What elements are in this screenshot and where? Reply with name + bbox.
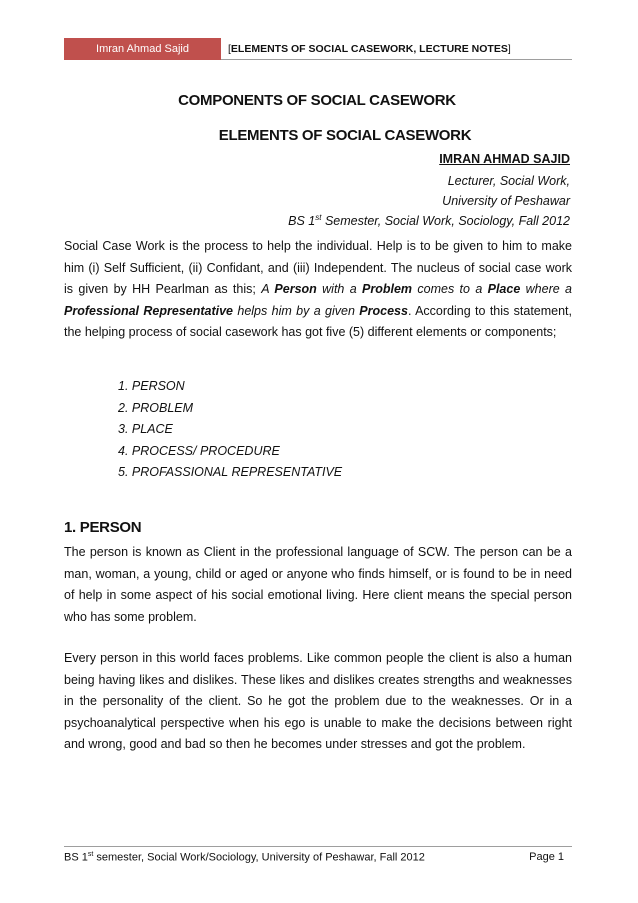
author-role: Lecturer, Social Work,: [447, 174, 570, 188]
quote-process: Process: [359, 303, 408, 318]
quote-part: with a: [316, 282, 363, 296]
sub-title: ELEMENTS OF SOCIAL CASEWORK: [218, 127, 472, 144]
author-university: University of Peshawar: [442, 194, 570, 208]
author-name: IMRAN AHMAD SAJID: [439, 152, 570, 166]
main-title: COMPONENTS OF SOCIAL CASEWORK: [178, 92, 456, 109]
quote-part: helps him by a given: [233, 303, 360, 318]
footer-text: [64, 851, 425, 864]
quote-problem: Problem: [362, 282, 413, 296]
header-rule: [221, 59, 572, 60]
section-paragraph: Every person in this world faces problems. Like common people the client is also a human being having likes and dislikes. These likes and dislikes creates strengths and weaknesses in the personality of the client. So he got the problem due to the weaknesses. Or in a psychoanalytical perspective when his ego is unable to make the decisions between right and wrong, good and bad so then he becomes under stresses and got the problem.: [64, 651, 572, 751]
list-item: 3. PLACE: [118, 422, 173, 436]
page-footer: [64, 846, 572, 867]
quote-professional: Professional Representative: [64, 303, 234, 318]
section-heading: 1. PERSON: [64, 519, 142, 536]
header-title: [ELEMENTS OF SOCIAL CASEWORK, LECTURE NOTES]: [228, 43, 511, 55]
footer-prefix: BS 1: [64, 851, 88, 864]
intro-text: Social Case Work is the process to help the individual. Help is to be given to him to make him (i) Self Sufficient, (ii) Confidant, and (iii) Independent. The nucleus of social case work is given by HH Pearlman as this;: [64, 239, 572, 296]
list-item: 1. PERSON: [118, 379, 185, 393]
quote-person: Person: [274, 282, 317, 296]
section-paragraph: The person is known as Client in the professional language of SCW. The person can be a man, woman, a young, child or aged or anyone who finds himself, or is found to be in need of help in some aspect of his social emotional living. Here client means the special person who has some problem.: [64, 545, 572, 624]
list-item: 5. PROFASSIONAL REPRESENTATIVE: [118, 465, 343, 479]
footer-rest: semester, Social Work/Sociology, University of Peshawar, Fall 2012: [93, 851, 425, 864]
list-item: 2. PROBLEM: [118, 400, 194, 415]
elements-list: [118, 376, 342, 484]
quote-part: comes to a: [412, 282, 488, 296]
quote-part: where a: [520, 282, 572, 296]
header-title-text: ELEMENTS OF SOCIAL CASEWORK, LECTURE NOTES: [230, 43, 508, 55]
quote-part: A: [261, 282, 275, 296]
intro-text-end: . According to this statement, the helping process of social casework has got five (5) different elements or components;: [64, 303, 573, 339]
page-number: Page 1: [529, 851, 564, 863]
semester-sup: st: [315, 213, 322, 222]
list-item: 4. PROCESS/ PROCEDURE: [118, 443, 280, 458]
semester-rest: Semester, Social Work, Sociology, Fall 2012: [321, 214, 570, 229]
header-author: Imran Ahmad Sajid: [64, 38, 221, 60]
quote-place: Place: [487, 282, 521, 296]
page-header: [64, 38, 572, 60]
author-semester: [288, 213, 570, 228]
footer-sup: st: [87, 851, 94, 858]
intro-paragraph: [64, 236, 572, 344]
semester-prefix: BS 1: [288, 214, 316, 229]
